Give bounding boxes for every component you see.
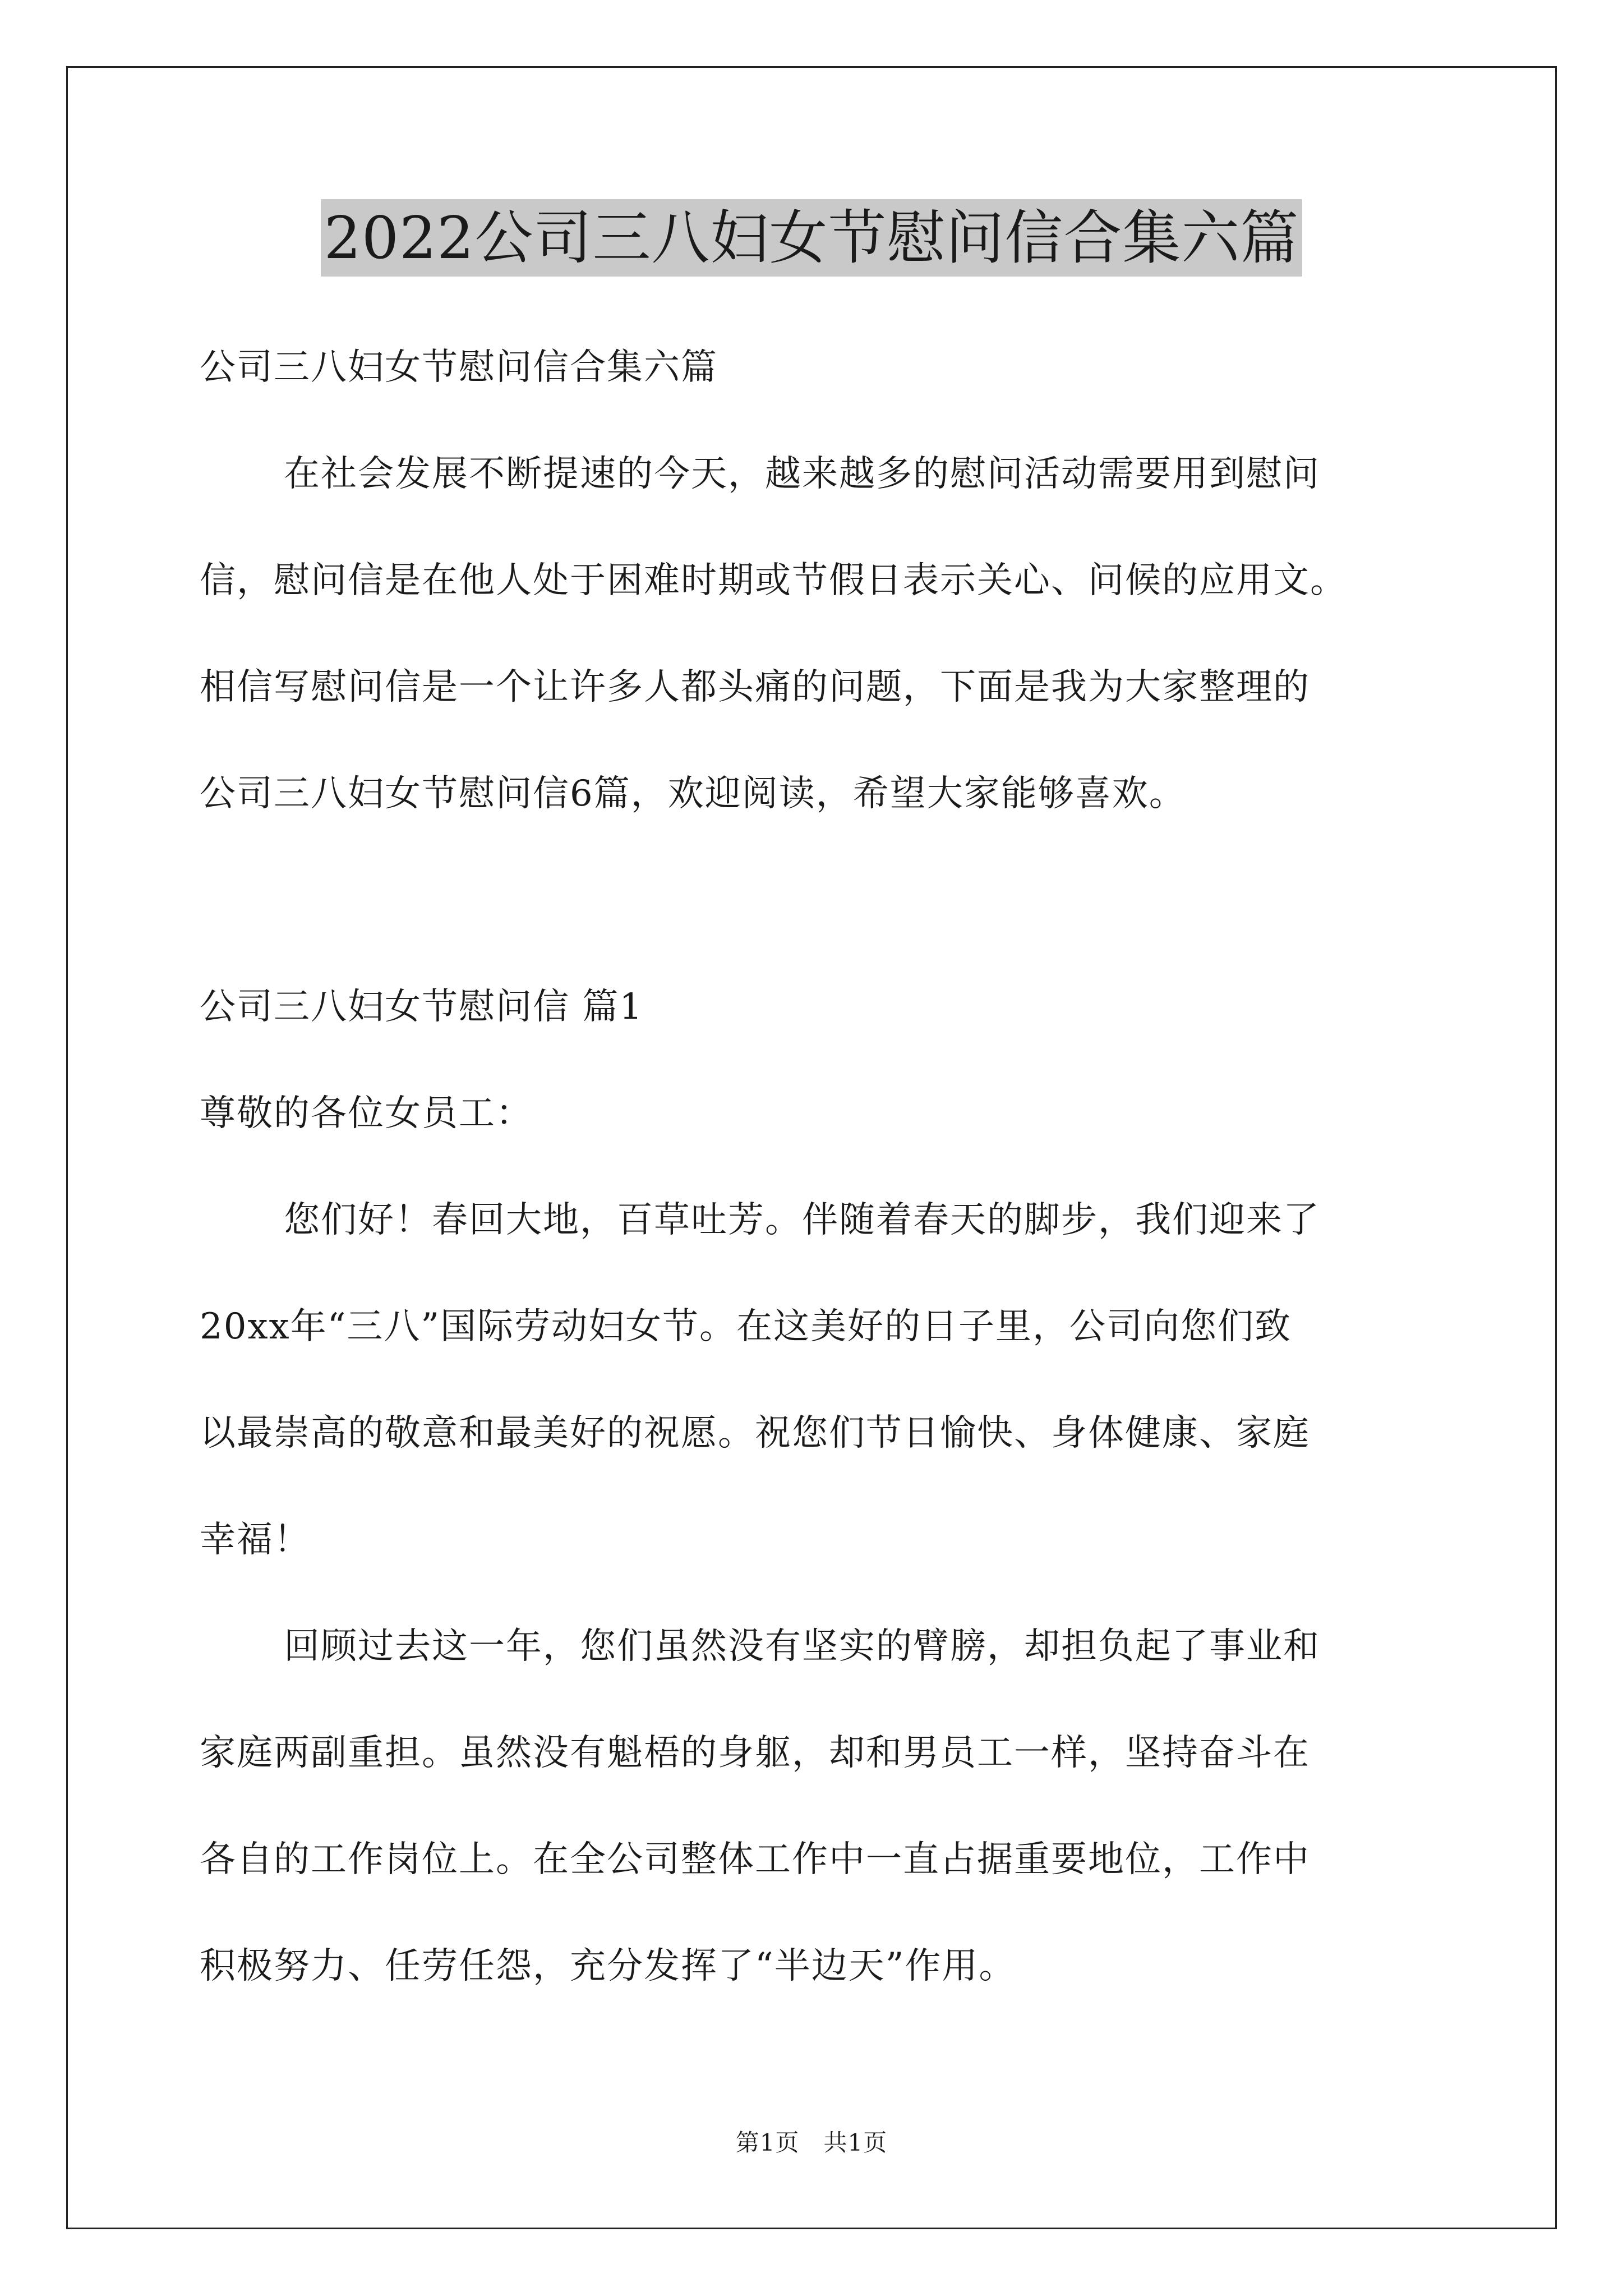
paragraph-line: 以最崇高的敬意和最美好的祝愿。祝您们节日愉快、身体健康、家庭 <box>200 1412 1310 1454</box>
subtitle-line: 公司三八妇女节慰问信合集六篇 <box>200 347 718 388</box>
title-container <box>0 199 1623 277</box>
paragraph-line: 各自的工作岗位上。在全公司整体工作中一直占据重要地位，工作中 <box>200 1839 1310 1880</box>
paragraph-line: 在社会发展不断提速的今天，越来越多的慰问活动需要用到慰问 <box>284 453 1320 495</box>
salutation-line: 尊敬的各位女员工： <box>200 1093 533 1134</box>
paragraph-line: 信，慰问信是在他人处于困难时期或节假日表示关心、问候的应用文。 <box>200 560 1347 601</box>
section-gap <box>200 847 1433 954</box>
paragraph-line: 回顾过去这一年，您们虽然没有坚实的臂膀，却担负起了事业和 <box>284 1626 1320 1667</box>
section-heading: 公司三八妇女节慰问信 篇1 <box>200 986 644 1028</box>
paragraph-line: 幸福！ <box>200 1519 311 1561</box>
paragraph-line: 公司三八妇女节慰问信6篇，欢迎阅读，希望大家能够喜欢。 <box>200 773 1186 815</box>
paragraph-line: 家庭两副重担。虽然没有魁梧的身躯，却和男员工一样，坚持奋斗在 <box>200 1732 1310 1774</box>
paragraph-line: 相信写慰问信是一个让许多人都头痛的问题，下面是我为大家整理的 <box>200 666 1310 708</box>
paragraph-line: 20xx年“三八”国际劳动妇女节。在这美好的日子里，公司向您们致 <box>200 1306 1292 1347</box>
paragraph-line: 积极努力、任劳任怨，充分发挥了“半边天”作用。 <box>200 1945 1016 1987</box>
page-footer: 第1页 共1页 <box>735 2129 888 2156</box>
document-body <box>200 314 1433 2019</box>
document-title: 2022公司三八妇女节慰问信合集六篇 <box>321 199 1303 277</box>
paragraph-line: 您们好！春回大地，百草吐芳。伴随着春天的脚步，我们迎来了 <box>284 1199 1320 1241</box>
